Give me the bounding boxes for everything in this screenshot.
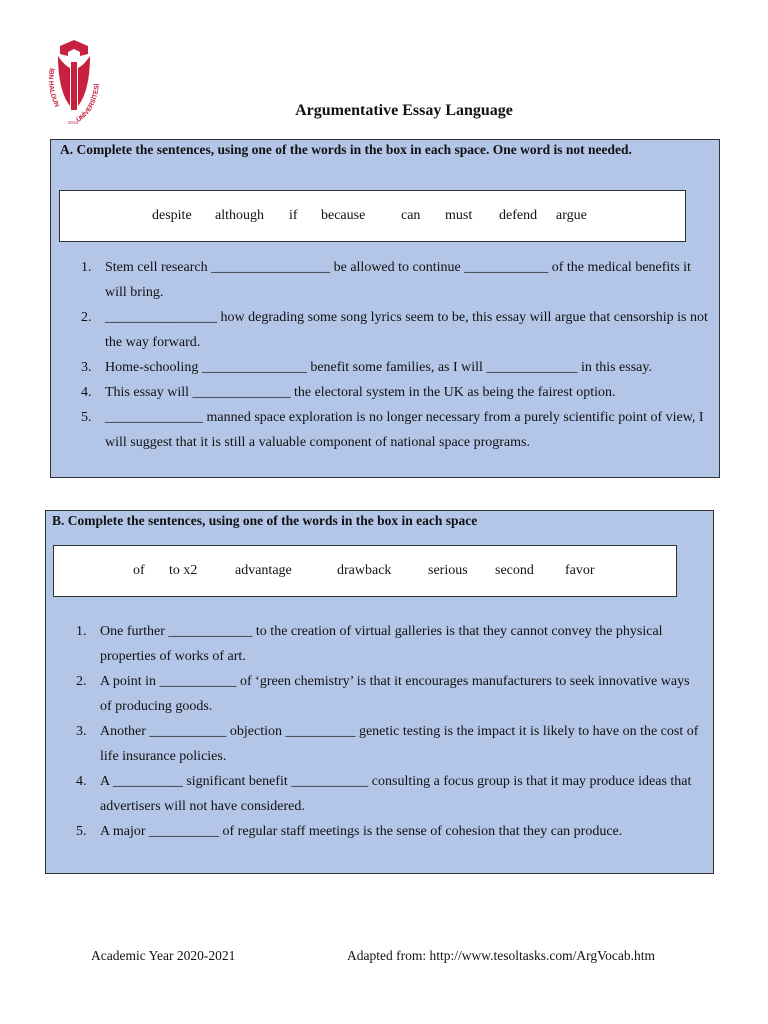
question-list-b: [76, 619, 704, 844]
list-item: [76, 619, 704, 669]
question-list-a: [81, 255, 713, 455]
word-bank-item: defend: [499, 208, 538, 223]
item-text: Stem cell research _________________ be allowed to continue ____________ of the medical benefits it will bring.: [105, 260, 691, 300]
word-bank-item: serious: [428, 563, 468, 578]
list-item: [81, 255, 713, 305]
word-bank-item: although: [215, 208, 264, 223]
item-number: 3.: [76, 724, 87, 739]
word-bank-item: can: [401, 208, 421, 223]
item-text: ______________ manned space exploration is no longer necessary from a purely scientific point of view, I will suggest that it is still a valuable component of national space programs.: [105, 410, 704, 450]
list-item: [76, 769, 704, 819]
section-a: [50, 139, 720, 478]
word-bank-item: of: [133, 563, 145, 578]
word-bank-item: favor: [565, 563, 595, 578]
item-number: 1.: [81, 260, 92, 275]
word-bank-item: to x2: [169, 563, 198, 578]
section-b: [45, 510, 714, 874]
word-bank-item: advantage: [235, 563, 292, 578]
item-number: 3.: [81, 360, 92, 375]
list-item: [76, 719, 704, 769]
item-text: A __________ significant benefit ___________ consulting a focus group is that it may produce ideas that advertisers will not have considered.: [100, 774, 692, 814]
item-number: 2.: [76, 674, 87, 689]
item-text: A point in ___________ of ‘green chemistry’ is that it encourages manufacturers to seek innovative ways of producing goods.: [100, 674, 690, 714]
item-number: 5.: [81, 410, 92, 425]
svg-text:2015: 2015: [68, 120, 79, 125]
page-title: Argumentative Essay Language: [295, 102, 513, 119]
list-item: [76, 819, 704, 844]
word-box-b: [53, 545, 677, 597]
word-bank-item: argue: [556, 208, 587, 223]
list-item: [81, 380, 713, 405]
svg-text:ÜNİVERSİTESİ: ÜNİVERSİTESİ: [75, 83, 101, 124]
item-text: ________________ how degrading some song lyrics seem to be, this essay will argue that censorship is not the way forward.: [105, 310, 708, 350]
list-item: [81, 405, 713, 455]
item-text: Another ___________ objection __________ genetic testing is the impact it is likely to have on the cost of life insurance policies.: [100, 724, 699, 764]
word-bank-item: must: [445, 208, 473, 223]
item-number: 4.: [81, 385, 92, 400]
item-number: 5.: [76, 824, 87, 839]
item-number: 4.: [76, 774, 87, 789]
word-bank-item: despite: [152, 208, 192, 223]
item-number: 2.: [81, 310, 92, 325]
item-number: 1.: [76, 624, 87, 639]
word-bank-item: if: [289, 208, 298, 223]
footer-source: Adapted from: http://www.tesoltasks.com/ArgVocab.htm: [347, 948, 655, 963]
item-text: One further ____________ to the creation of virtual galleries is that they cannot convey the physical properties of works of art.: [100, 624, 663, 664]
item-text: A major __________ of regular staff meetings is the sense of cohesion that they can produce.: [100, 824, 623, 839]
word-bank-item: drawback: [337, 563, 392, 578]
word-bank-item: because: [321, 208, 366, 223]
item-text: Home-schooling _______________ benefit some families, as I will _____________ in this essay.: [105, 360, 652, 375]
section-a-instruction: A. Complete the sentences, using one of the words in the box in each space. One word is not needed.: [60, 142, 632, 157]
section-b-instruction: B. Complete the sentences, using one of the words in the box in each space: [52, 513, 478, 528]
item-text: This essay will ______________ the electoral system in the UK as being the fairest option.: [105, 385, 616, 400]
word-box-a: [59, 190, 686, 242]
svg-text:İBN HALDUN: İBN HALDUN: [46, 67, 61, 109]
list-item: [81, 305, 713, 355]
list-item: [76, 669, 704, 719]
word-bank-item: second: [495, 563, 534, 578]
list-item: [81, 355, 713, 380]
footer-academic-year: Academic Year 2020-2021: [91, 948, 236, 963]
